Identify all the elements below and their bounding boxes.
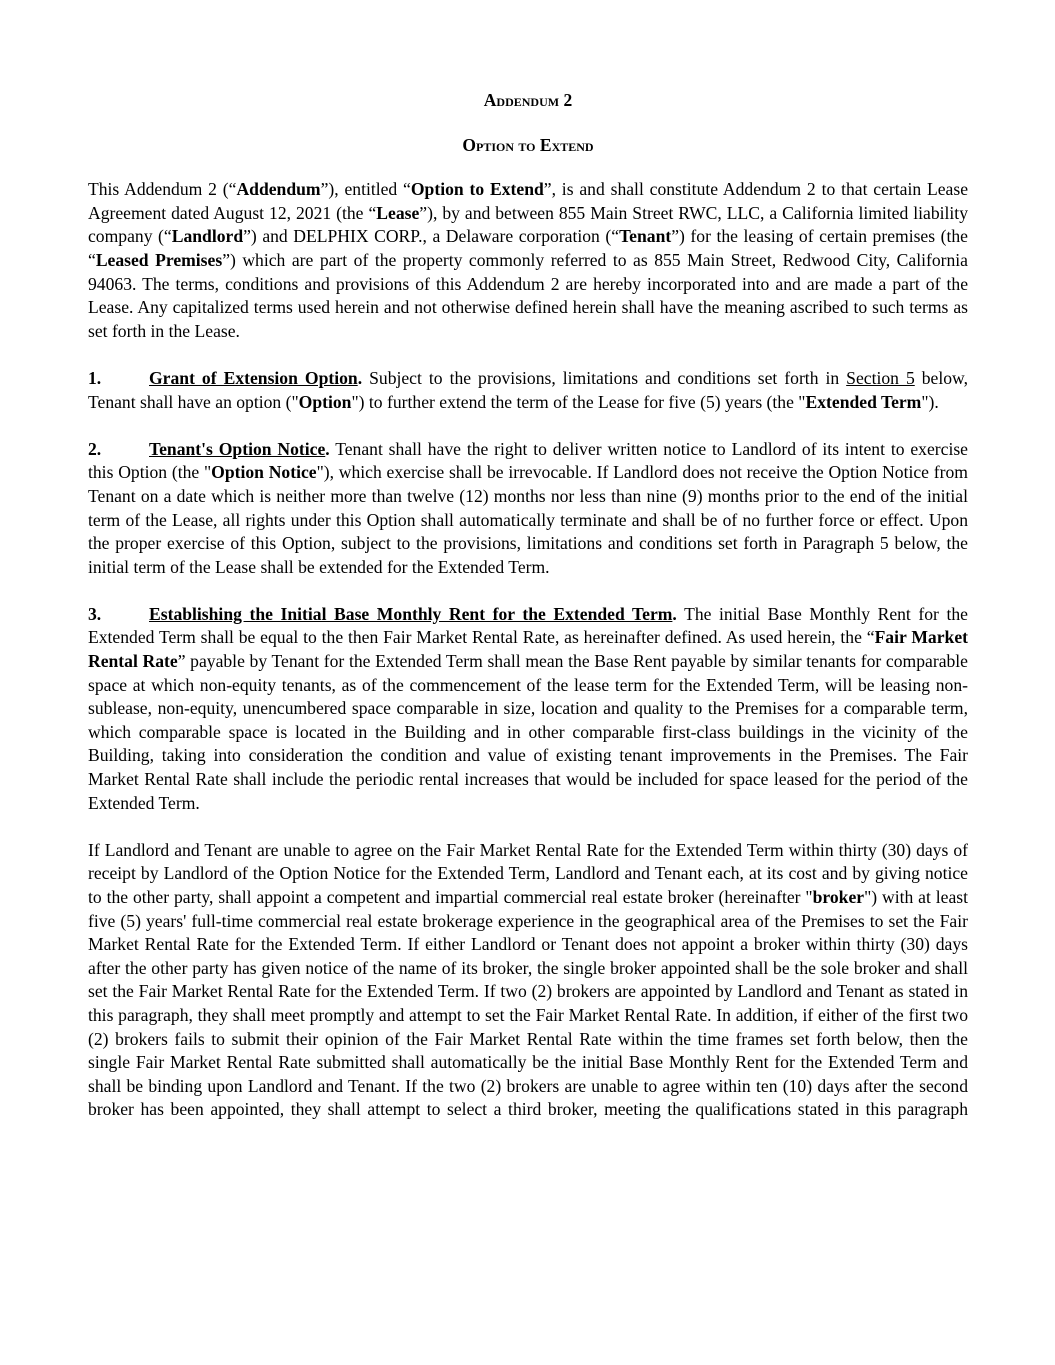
- intro-text: ”) for the leasing of certain premises (the “: [88, 226, 968, 270]
- intro-text: This Addendum 2 (“: [88, 179, 237, 200]
- section-1-text: ") to further extend the term of the Lease for five (5) years (the ": [351, 391, 806, 412]
- section-3-title-period: .: [672, 603, 677, 624]
- section-2-title-period: .: [325, 438, 330, 459]
- section-1-title: Grant of Extension Option: [149, 367, 358, 388]
- section-3-text: ” payable by Tenant for the Extended Term shall mean the Base Rent payable by similar tenants for comparable space at which non-equity tenants, as of the commencement of the lease term for the Extended Term, will be leasing non-sublease, non-equity, unencumbered space comparable in size, location and quality to the Premises for a comparable term, which comparable space is located in the Building and in other comparable first-class buildings in the vicinity of the Building, taking into consideration the condition and value of existing tenant improvements in the Premises. The Fair Market Rental Rate shall include the periodic rental increases that would be included for space leased for the period of the Extended Term.: [88, 651, 968, 813]
- addendum-heading: Addendum 2: [483, 90, 573, 110]
- intro-text: ”), entitled “: [320, 179, 411, 200]
- intro-term-tenant: Tenant: [619, 226, 672, 247]
- intro-term-lease: Lease: [376, 202, 420, 223]
- broker-text: If Landlord and Tenant are unable to agree on the Fair Market Rental Rate for the Extended Term within thirty (30) days of receipt by Landlord of the Option Notice for the Extended Term, Landlord and Tenant each, at its cost and by giving notice to the other party, shall appoint a competent and impartial commercial real estate broker (hereinafter ": [88, 839, 968, 907]
- section-3-paragraph: [88, 603, 968, 815]
- broker-text: ") with at least five (5) years' full-time commercial real estate brokerage experience in the geographical area of the Premises to set the Fair Market Rental Rate for the Extended Term. If either Landlord or Tenant does not appoint a broker within thirty (30) days after the other party has given notice of the name of its broker, the single broker appointed shall be the sole broker and shall set the Fair Market Rental Rate for the Extended Term. If two (2) brokers are appointed by Landlord and Tenant as stated in this paragraph, they shall meet promptly and attempt to set the Fair Market Rental Rate. In addition, if either of the first two (2) brokers fails to submit their opinion of the Fair Market Rental Rate within the time frames set forth below, then the single Fair Market Rental Rate submitted shall automatically be the initial Base Monthly Rent for the Extended Term and shall be binding upon Landlord and Tenant. If the two (2) brokers are unable to agree within ten (10) days after the second broker has been appointed, they shall attempt to select a third broker, meeting the qualifications stated in this paragraph: [88, 887, 969, 1120]
- section-1-text: ").: [921, 391, 939, 412]
- broker-paragraph: [88, 839, 968, 1122]
- intro-paragraph: [88, 178, 968, 343]
- intro-term-leased-premises: Leased Premises: [95, 249, 223, 270]
- section-2-text: Tenant shall have the right to deliver written notice to Landlord of its intent to exercise this Option (the ": [88, 438, 968, 483]
- intro-text: ”) which are part of the property commonly referred to as 855 Main Street, Redwood City, California 94063. The terms, conditions and provisions of this Addendum 2 are hereby incorporated into and are made a part of the Lease. Any capitalized terms used herein and not otherwise defined herein shall have the meaning ascribed to such terms as set forth in the Lease.: [88, 249, 968, 341]
- section-3-title: Establishing the Initial Base Monthly Rent for the Extended Term: [149, 603, 673, 624]
- term-extended-term: Extended Term: [805, 391, 922, 412]
- section-3-text: The initial Base Monthly Rent for the Extended Term shall be equal to the then Fair Market Rental Rate, as hereinafter defined. As used herein, the “: [88, 603, 968, 648]
- intro-text: ”) and DELPHIX CORP., a Delaware corporation (“: [243, 226, 620, 247]
- term-fair-market-rental-rate: Fair Market Rental Rate: [88, 627, 968, 672]
- document-page: [88, 89, 968, 1146]
- section-2-paragraph: [88, 438, 968, 580]
- section-1-number: 1.: [88, 367, 102, 388]
- term-option: Option: [298, 391, 352, 412]
- section-1-text: Subject to the provisions, limitations and conditions set forth in: [362, 367, 847, 388]
- addendum-subheading: Option to Extend: [462, 134, 594, 155]
- section-2-title: Tenant's Option Notice: [149, 438, 326, 459]
- section-1-title-period: .: [357, 367, 363, 388]
- section-2-text: "), which exercise shall be irrevocable. If Landlord does not receive the Option Notice from Tenant on a date which is neither more than twelve (12) months nor less than nine (9) months prior to the end of the initial term of the Lease, all rights under this Option shall automatically terminate and shall be of no further force or effect. Upon the proper exercise of this Option, subject to the provisions, limitations and conditions set forth in Paragraph 5 below, the initial term of the Lease shall be extended for the Extended Term.: [88, 462, 968, 577]
- term-option-notice: Option Notice: [211, 462, 317, 483]
- section-5-reference: Section 5: [846, 367, 915, 388]
- intro-text: ”), by and between 855 Main Street RWC, LLC, a California limited liability company (“: [88, 202, 968, 247]
- intro-term-addendum: Addendum: [236, 179, 321, 200]
- intro-term-option-to-extend: Option to Extend: [410, 179, 544, 200]
- section-2-number: 2.: [88, 438, 102, 459]
- section-3-number: 3.: [88, 603, 102, 624]
- section-1-text: below, Tenant shall have an option (": [88, 367, 969, 412]
- section-1-paragraph: [88, 367, 968, 414]
- intro-term-landlord: Landlord: [171, 226, 244, 247]
- intro-text: ”, is and shall constitute Addendum 2 to that certain Lease Agreement dated August 12, 2021 (the “: [88, 179, 968, 223]
- term-broker: broker: [812, 887, 865, 907]
